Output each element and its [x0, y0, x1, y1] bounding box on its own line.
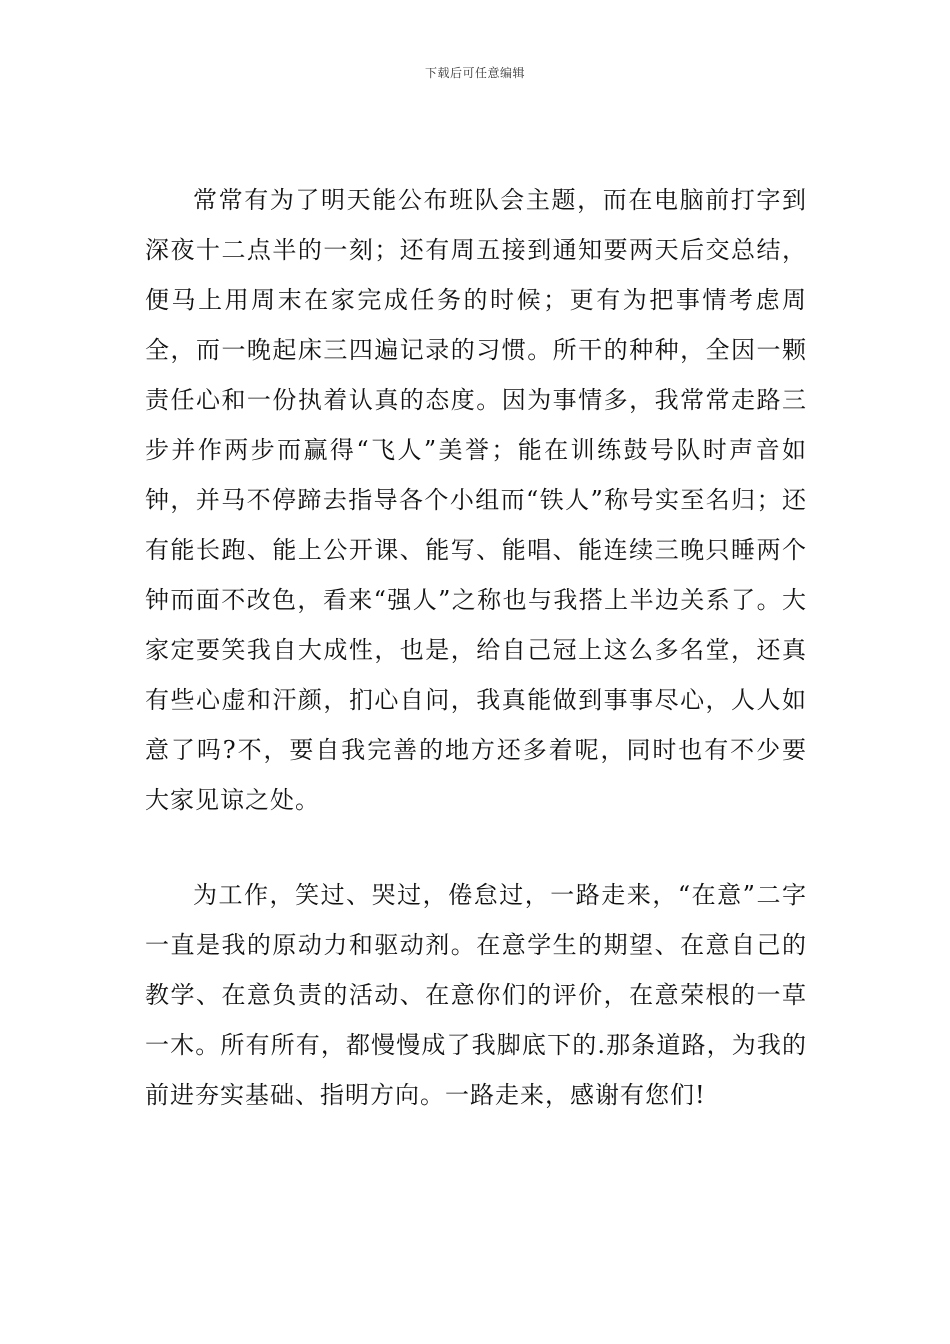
header-note: 下载后可任意编辑 [424, 66, 525, 80]
paragraph-2: 为工作，笑过、哭过，倦怠过，一路走来，“在意”二字一直是我的原动力和驱动剂。在意学生的期望、在意自己的教学、在意负责的活动、在意你们的评价，在意荣根的一草一木。所有所有，都慢慢成了我脚底下的.那条道路，为我的前进夯实基础、指明方向。一路走来，感谢有您们! [145, 881, 807, 1109]
paragraph-1: 常常有为了明天能公布班队会主题，而在电脑前打字到深夜十二点半的一刻；还有周五接到通知要两天后交总结，便马上用周末在家完成任务的时候；更有为把事情考虑周全，而一晚起床三四遍记录的习惯。所干的种种，全因一颗责任心和一份执着认真的态度。因为事情多，我常常走路三步并作两步而赢得“飞人”美誉；能在训练鼓号队时声音如钟，并马不停蹄去指导各个小组而“铁人”称号实至名归；还有能长跑、能上公开课、能写、能唱、能连续三晚只睡两个钟而面不改色，看来“强人”之称也与我搭上半边关系了。大家定要笑我自大成性，也是，给自己冠上这么多名堂，还真有些心虚和汗颜，扪心自问，我真能做到事事尽心，人人如意了吗?不，要自我完善的地方还多着呢，同时也有不少要大家见谅之处。 [145, 186, 807, 814]
